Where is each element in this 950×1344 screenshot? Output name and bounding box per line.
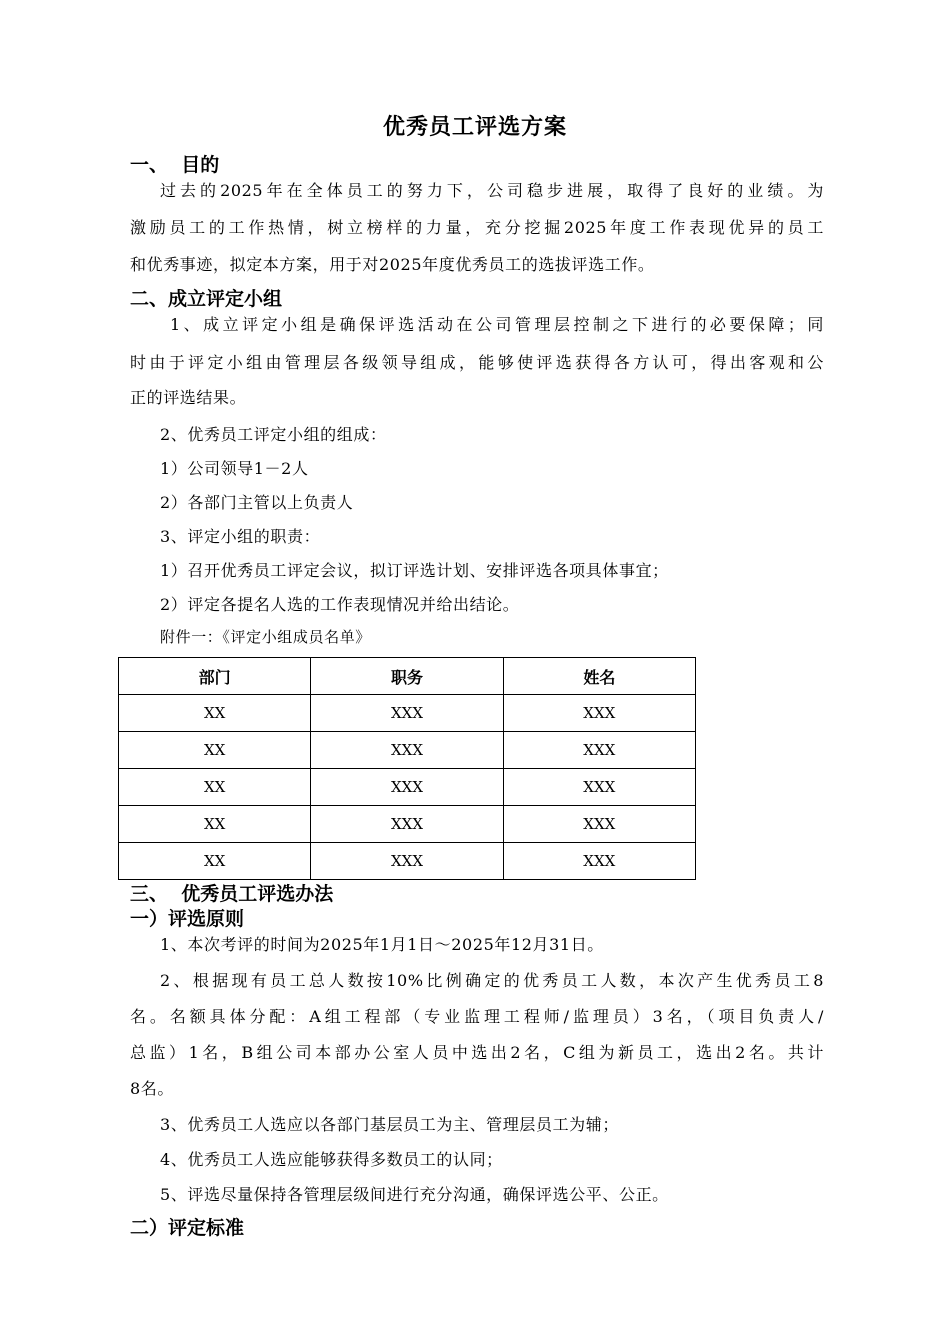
section-2-item-3-sub-2: 2）评定各提名人选的工作表现情况并给出结论。 [160,595,520,614]
section-2-item-2: 2、优秀员工评定小组的组成： [160,425,387,444]
attachment-label: 附件一：《评定小组成员名单》 [160,628,371,646]
table-cell: XXX [311,695,503,732]
column-header-position: 职务 [311,658,503,695]
column-header-department: 部门 [119,658,311,695]
table-cell: XXX [503,843,695,880]
table-cell: XX [119,769,311,806]
committee-members-table [118,657,696,880]
section-2-para-1-line-1: 1、成立评定小组是确保评选活动在公司管理层控制之下进行的必要保障；同 [170,315,824,334]
section-3-heading: 三、 优秀员工评选办法 [130,883,334,905]
table-row [119,843,696,880]
section-2-item-2-sub-2: 2）各部门主管以上负责人 [160,493,354,512]
column-header-name: 姓名 [503,658,695,695]
table-cell: XXX [311,769,503,806]
table-cell: XX [119,843,311,880]
document-title: 优秀员工评选方案 [382,114,567,140]
section-2-para-1-line-2: 时由于评定小组由管理层各级领导组成，能够使评选获得各方认可，得出客观和公 [130,353,824,372]
table-row [119,806,696,843]
section-1-line-3: 和优秀事迹，拟定本方案，用于对2025年度优秀员工的选拔评选工作。 [130,255,655,274]
table-row [119,769,696,806]
principle-item-2-line-1: 2、根据现有员工总人数按10%比例确定的优秀员工人数，本次产生优秀员工8 [160,971,824,990]
section-1-line-2: 激励员工的工作热情，树立榜样的力量，充分挖掘2025年度工作表现优异的员工 [130,218,824,237]
table-cell: XXX [503,732,695,769]
principle-item-2-line-3: 总监）1名，B组公司本部办公室人员中选出2名，C组为新员工，选出2名。共计 [130,1043,824,1062]
table-header-row [119,658,696,695]
principle-item-2-line-4: 8名。 [130,1079,174,1098]
table-cell: XX [119,695,311,732]
subsection-principles-heading: 一）评选原则 [130,908,245,930]
section-2-item-3-sub-1: 1）召开优秀员工评定会议，拟订评选计划、安排评选各项具体事宜； [160,561,669,580]
principle-item-1: 1、本次考评的时间为2025年1月1日～2025年12月31日。 [160,935,604,954]
table-cell: XX [119,806,311,843]
principle-item-2-line-2: 名。名额具体分配：A组工程部（专业监理工程师/监理员）3名，（项目负责人/ [130,1007,824,1026]
table-row [119,695,696,732]
table-cell: XXX [503,806,695,843]
section-2-item-3: 3、评定小组的职责： [160,527,321,546]
principle-item-3: 3、优秀员工人选应以各部门基层员工为主、管理层员工为辅； [160,1115,619,1134]
table-cell: XXX [311,806,503,843]
section-1-line-1: 过去的2025年在全体员工的努力下，公司稳步进展，取得了良好的业绩。为 [160,181,824,200]
principle-item-4: 4、优秀员工人选应能够获得多数员工的认同； [160,1150,503,1169]
section-2-para-1-line-3: 正的评选结果。 [130,388,247,407]
section-2-heading: 二、成立评定小组 [130,288,283,310]
table-cell: XXX [503,769,695,806]
principle-item-5: 5、评选尽量保持各管理层级间进行充分沟通，确保评选公平、公正。 [160,1185,669,1204]
table-cell: XXX [503,695,695,732]
section-1-heading: 一、 目的 [130,154,220,176]
table-cell: XXX [311,843,503,880]
table-row [119,732,696,769]
section-2-item-2-sub-1: 1）公司领导1－2人 [160,459,309,478]
table-cell: XXX [311,732,503,769]
subsection-criteria-heading: 二）评定标准 [130,1217,245,1239]
table-cell: XX [119,732,311,769]
